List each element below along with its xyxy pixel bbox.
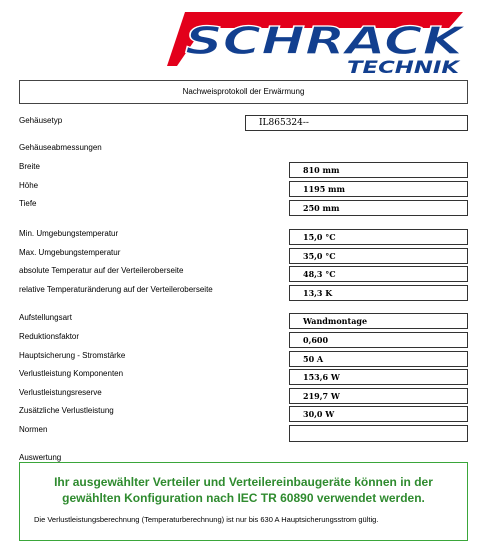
auswertung-label: Auswertung [19, 453, 62, 462]
absolute-temperatur-label: absolute Temperatur auf der Verteileroberseite [19, 266, 184, 275]
schrack-technik-logo [163, 6, 469, 78]
reduktionsfaktor-label: Reduktionsfaktor [19, 332, 80, 341]
reduktionsfaktor-value: 0,600 [289, 332, 468, 348]
auswertung-line-1: Ihr ausgewählter Verteiler und Verteilereinbaugeräte können in der [54, 475, 433, 489]
logo-technik-text: TECHNIK [347, 58, 462, 78]
aufstellungsart-value: Wandmontage [289, 313, 468, 329]
relative-temperaturaenderung-label: relative Temperaturänderung auf der Verteileroberseite [19, 285, 213, 294]
breite-value: 810 mm [289, 162, 468, 178]
tiefe-value: 250 mm [289, 200, 468, 216]
max-umgebungstemperatur-value: 35,0 °C [289, 248, 468, 264]
verlustleistung-komponenten-label: Verlustleistung Komponenten [19, 369, 124, 378]
relative-temperaturaenderung-value: 13,3 K [289, 285, 468, 301]
normen-value [289, 425, 468, 442]
verlustleistungsreserve-value: 219,7 W [289, 388, 468, 404]
min-umgebungstemperatur-label: Min. Umgebungstemperatur [19, 229, 119, 238]
logo-schrack-text: SCHRACK [185, 19, 467, 63]
hoehe-label: Höhe [19, 181, 39, 190]
zusaetzliche-verlustleistung-label: Zusätzliche Verlustleistung [19, 406, 114, 415]
auswertung-result-text [20, 474, 467, 506]
tiefe-label: Tiefe [19, 199, 37, 208]
normen-label: Normen [19, 425, 48, 434]
hoehe-value: 1195 mm [289, 181, 468, 197]
verlustleistung-komponenten-value: 153,6 W [289, 369, 468, 385]
absolute-temperatur-value: 48,3 °C [289, 266, 468, 282]
aufstellungsart-label: Aufstellungsart [19, 313, 72, 322]
hauptsicherung-value: 50 A [289, 351, 468, 367]
abmessungen-section-label: Gehäuseabmessungen [19, 143, 102, 152]
zusaetzliche-verlustleistung-value: 30,0 W [289, 406, 468, 422]
auswertung-result-box [19, 462, 468, 541]
verlustleistungsreserve-label: Verlustleistungsreserve [19, 388, 102, 397]
min-umgebungstemperatur-value: 15,0 °C [289, 229, 468, 245]
auswertung-note: Die Verlustleistungsberechnung (Temperaturberechnung) ist nur bis 630 A Hauptsicherungsstrom gültig. [34, 515, 379, 524]
auswertung-line-2: gewählten Konfiguration nach IEC TR 60890 verwendet werden. [62, 491, 425, 505]
protocol-title: Nachweisprotokoll der Erwärmung [19, 80, 468, 104]
gehaeusetyp-label: Gehäusetyp [19, 116, 63, 125]
max-umgebungstemperatur-label: Max. Umgebungstemperatur [19, 248, 121, 257]
breite-label: Breite [19, 162, 40, 171]
hauptsicherung-label: Hauptsicherung - Stromstärke [19, 351, 126, 360]
gehaeusetyp-value: IL865324-- [245, 115, 468, 131]
